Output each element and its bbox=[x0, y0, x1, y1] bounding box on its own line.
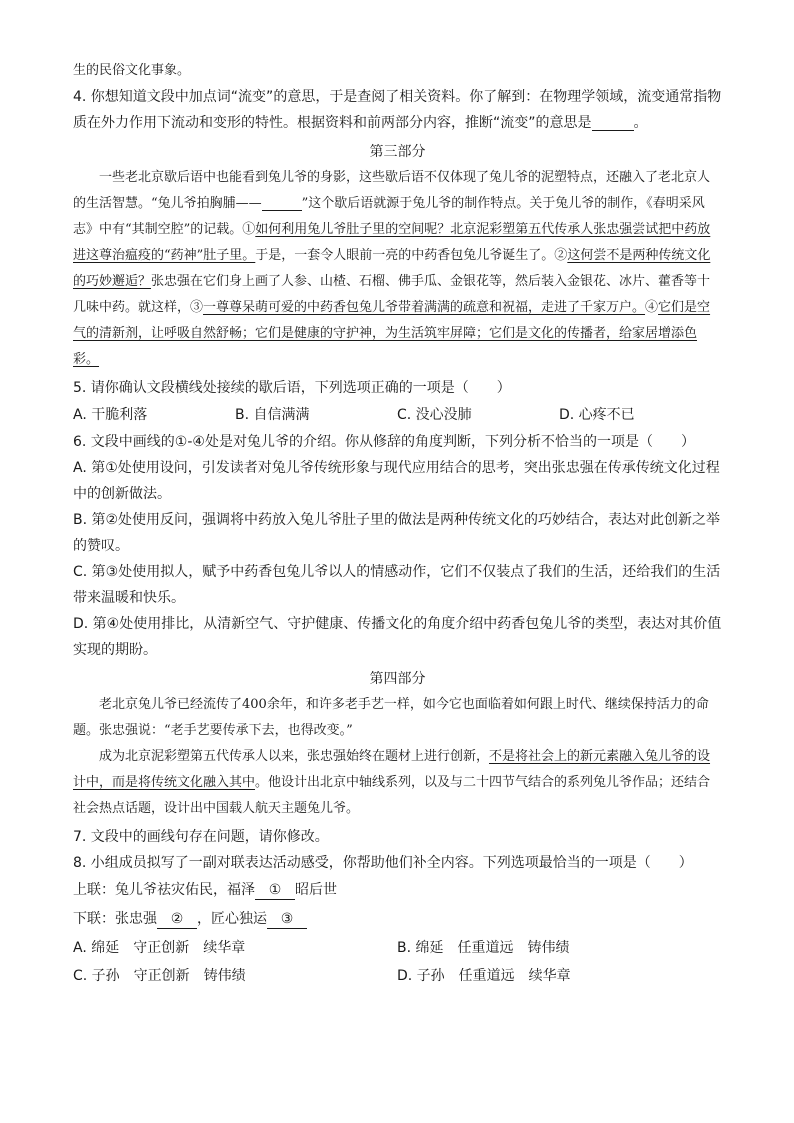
couplet-lower bbox=[73, 905, 722, 934]
couplet-lower-prefix: 下联：张忠强 bbox=[73, 911, 157, 927]
q5-stem: 5. 请你确认文段横线处接续的歇后语，下列选项正确的一项是（ ） bbox=[73, 380, 511, 396]
couplet-blank-1[interactable]: ① bbox=[255, 881, 295, 900]
couplet-blank-2[interactable]: ② bbox=[157, 910, 197, 929]
part3-s4: 张忠强在它们身上画了人参、山楂、石榴、佛手瓜、金银花等，然后装入金银花、冰片、藿香等十几味中药。就这样，③ bbox=[73, 274, 711, 315]
proverb-blank[interactable] bbox=[262, 194, 302, 211]
underline-3: 一尊尊呆萌可爱的中药香包兔儿爷带着满满的疏意和祝福，走进了千家万户。 bbox=[203, 300, 646, 315]
q5-options bbox=[73, 401, 722, 429]
part4-heading: 第四部分 bbox=[369, 671, 426, 687]
q5-option-b[interactable]: B. 自信满满 bbox=[235, 407, 310, 423]
q8-option-d[interactable]: D. 子孙 任重道远 续华章 bbox=[397, 968, 571, 984]
underline-2: 这何尝不是两种传统文化的巧妙邂逅？ bbox=[73, 248, 711, 289]
part4-paragraph-2 bbox=[73, 744, 722, 822]
part4-p2b: 。他设计出北京中轴线系列，以及与二十四节气结合的系列兔儿爷作品；还结合社会热点话题，设计出中国载人航天主题兔儿爷。 bbox=[73, 775, 711, 816]
q6-option-a[interactable]: A. 第①处使用设问，引发读者对兔儿爷传统形象与现代应用结合的思考，突出张忠强在传承传统文化过程中的创新做法。 bbox=[73, 460, 720, 502]
q8-stem: 8. 小组成员拟写了一副对联表达活动感受，你帮助他们补全内容。下列选项最恰当的一项是（ ） bbox=[73, 855, 693, 871]
underline-4: 它们是空气的清新剂，让呼吸自然舒畅；它们是健康的守护神，为生活筑牢屏障；它们是文化的传播者，给家居增添色彩。 bbox=[73, 300, 711, 367]
couplet-upper bbox=[73, 876, 722, 905]
part3-s5: ④ bbox=[645, 300, 659, 315]
part3-s1: 一些老北京歇后语中也能看到兔儿爷的身影，这些歇后语不仅体现了兔儿爷的泥塑特点，还融入了老北京人的生活智慧。“兔儿爷拍胸脯—— bbox=[73, 170, 711, 211]
q6-option-d[interactable]: D. 第④处使用排比，从清新空气、守护健康、传播文化的角度介绍中药香包兔儿爷的类型，表达对其价值实现的期盼。 bbox=[73, 616, 722, 658]
q8-option-c[interactable]: C. 子孙 守正创新 铸伟绩 bbox=[73, 968, 246, 984]
part4-p2a: 成为北京泥彩塑第五代传承人以来，张忠强始终在题材上进行创新， bbox=[99, 749, 490, 764]
couplet-upper-suffix: 昭后世 bbox=[295, 882, 337, 898]
q4-text: 4. 你想知道文段中加点词“流变”的意思，于是查阅了相关资料。你了解到：在物理学领域，流变通常指物质在外力作用下流动和变形的特性。根据资料和前两部分内容，推断“流变”的意思是 bbox=[73, 89, 722, 131]
part3-heading: 第三部分 bbox=[369, 144, 426, 160]
q5-option-c[interactable]: C. 没心没肺 bbox=[397, 407, 472, 423]
part4-paragraph-1: 老北京兔儿爷已经流传了400余年，和许多老手艺一样，如今它也面临着如何跟上时代、继续保持活力的命题。张忠强说：“老手艺要传承下去，也得改变。” bbox=[73, 697, 709, 738]
q8-options-row-2 bbox=[73, 962, 722, 990]
q5-option-a[interactable]: A. 干脆利落 bbox=[73, 407, 148, 423]
q6-option-c[interactable]: C. 第③处使用拟人，赋予中药香包兔儿爷以人的情感动作，它们不仅装点了我们的生活，还给我们的生活带来温暖和快乐。 bbox=[73, 564, 721, 606]
couplet-blank-3[interactable]: ③ bbox=[267, 910, 307, 929]
couplet-upper-prefix: 上联：兔儿爷祛灾佑民，福泽 bbox=[73, 882, 255, 898]
q6-option-b[interactable]: B. 第②处使用反问，强调将中药放入兔儿爷肚子里的做法是两种传统文化的巧妙结合，表达对此创新之举的赞叹。 bbox=[73, 512, 721, 554]
question-4 bbox=[73, 84, 722, 136]
underline-1: 如何利用兔儿爷肚子里的空间呢？北京泥彩塑第五代传承人张忠强尝试把中药放进这尊治瘟疫的“药神”肚子里。 bbox=[73, 222, 711, 263]
q7: 7. 文段中的画线句存在问题，请你修改。 bbox=[73, 829, 329, 845]
q8-option-b[interactable]: B. 绵延 任重道远 铸伟绩 bbox=[397, 940, 570, 956]
q4-answer-blank[interactable] bbox=[592, 114, 634, 131]
couplet-lower-mid: ，匠心独运 bbox=[197, 911, 267, 927]
q5-option-d[interactable]: D. 心疼不已 bbox=[559, 407, 635, 423]
part3-paragraph bbox=[73, 165, 722, 373]
part4-underlined-sentence: 不是将社会上的新元素融入兔儿爷的设计中，而是将传统文化融入其中 bbox=[73, 749, 711, 790]
q8-options-row-1 bbox=[73, 934, 722, 962]
q6-stem: 6. 文段中画线的①-④处是对兔儿爷的介绍。你从修辞的角度判断，下列分析不恰当的一项是（ ） bbox=[73, 434, 695, 450]
q8-option-a[interactable]: A. 绵延 守正创新 续华章 bbox=[73, 940, 246, 956]
part3-s3: 于是，一套令人眼前一亮的中药香包兔儿爷诞生了。② bbox=[255, 248, 568, 263]
top-fragment: 生的民俗文化事象。 bbox=[73, 63, 191, 78]
q4-end: 。 bbox=[633, 115, 648, 131]
part3-s2: ”这个歇后语就源于兔儿爷的制作特点。关于兔儿爷的制作，《春明采风志》中有“其制空腔”的记载。① bbox=[73, 196, 705, 237]
